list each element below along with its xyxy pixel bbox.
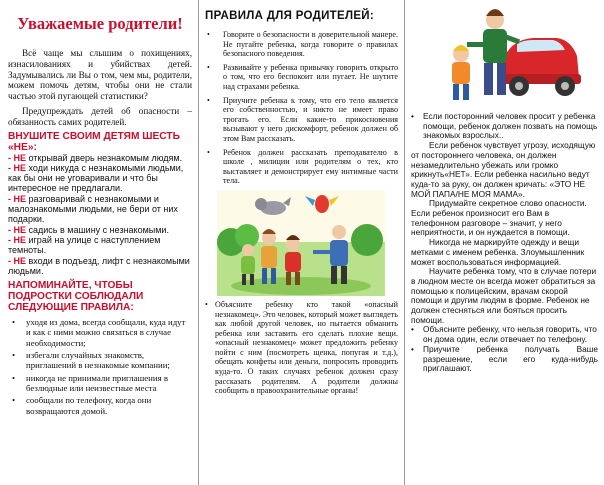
right-column <box>404 0 604 485</box>
safety-tip-item: Никогда не маркируйте одежду и вещи метками с именем ребенка. Злоумышленник может воспользоваться информацией. <box>411 237 585 267</box>
warning-paragraph: Предупреждать детей об опасности – обязанность самих родителей. <box>8 105 192 127</box>
safety-tip-item: Если ребенок чувствует угрозу, исходящую от постороннего человека, он должен незамедлительно убежать или громко крикнуть«НЕТ». Если ребенка насильно ведут куда-то за руку, он должен кричать: «ЭТО НЕ МОЙ ПАПА/НЕ МОЯ МАМА». <box>411 140 596 199</box>
ne-rule-item: - НЕ ходи никуда с незнакомыми людьми, как бы они не уговаривали и что бы интересное не предлагали. <box>8 162 184 194</box>
ne-rule-item: - НЕ играй на улице с наступлением темноты. <box>8 234 161 256</box>
safety-tip-item: • Объясните ребенку, что нельзя говорить, что он дома один, если отвечает по телефону. <box>411 324 597 345</box>
safety-tip-item: Придумайте секретное слово опасности. Если ребенок произносит его Вам в телефонном разговоре – значит, у него неприятности, и он нуждается в помощи. <box>411 198 587 238</box>
parent-rules-list <box>205 30 398 186</box>
safety-tip-item: • Если посторонний человек просит у ребенка помощи, ребенок должен позвать на помощь знакомых взрослых.. <box>411 111 598 141</box>
ne-rule-item: - НЕ входи в подъезд, лифт с незнакомыми людьми. <box>8 255 190 276</box>
ne-rule-item: - НЕ садись в машину с незнакомыми. <box>8 224 169 235</box>
children-stranger-illustration <box>217 190 385 296</box>
safety-tip-item: Научите ребенка тому, что в случае потери в людном месте он всегда может обратиться за помощью к полицейским, врачам скорой помощи и другим людям в форме. Ребенок не должен стесняться или бояться просить помощи. <box>411 266 597 325</box>
parent-rule-item: • Развивайте у ребенка привычку говорить открыто о том, что его беспокоит или пугает. Не шутите над страхами ребенка. <box>207 62 398 91</box>
parent-rule-item: • Говорите о безопасности в доверительной манере. Не пугайте ребенка, когда говорите о правилах безопасного поведения. <box>207 30 398 59</box>
safety-tips-list <box>411 112 598 374</box>
page-title: Уважаемые родители! <box>17 14 183 33</box>
parent-rule-item: • Приучите ребенка к тому, что его тело является его собственностью, и никто не имеет право трогать его. Если какие-то прикосновения вызывают у него дискомфорт, ребенок должен об этом Вам рассказать. <box>207 95 398 143</box>
teen-rule-item: • избегали случайных знакомств, приглашений в незнакомые компании; <box>12 350 170 371</box>
teen-rule-item: • сообщали по телефону, когда они возвращаются домой. <box>12 395 152 416</box>
intro-paragraph: Всё чаще мы слышим о похищениях, изнасилованиях и убийствах детей. Задумывались ли Вы о том, чем мы, родители, можем помочь детям, чтобы они не стали частью этой пугающей статистики? <box>8 48 192 102</box>
teen-rules-list <box>8 317 192 416</box>
ne-rules-list <box>8 153 192 277</box>
teen-rule-item: • уходя из дома, всегда сообщали, куда идут и как с ними можно связаться в случае необходимости; <box>12 317 186 348</box>
safety-tip-item: • Приучите ребенка получать Ваше разрешение, если его куда-нибудь приглашают. <box>411 343 598 374</box>
remind-heading: НАПОМИНАЙТЕ, ЧТОБЫ ПОДРОСТКИ СОБЛЮДАЛИ СЛЕДУЮЩИЕ ПРАВИЛА: <box>8 280 144 314</box>
stranger-car-illustration <box>443 4 581 108</box>
middle-column <box>198 0 404 485</box>
parent-rule-item: • Ребенок должен рассказать преподавателю в школе , милиции или родителям о тех, кто выставляет и демонстрирует ему интимные части тела. <box>207 147 398 186</box>
teach-heading: ВНУШИТЕ СВОИМ ДЕТЯМ ШЕСТЬ «НЕ»: <box>8 130 180 153</box>
left-column <box>0 0 198 485</box>
ne-rule-item: - НЕ разговаривай с незнакомыми и малознакомыми людьми, не бери от них подарки. <box>8 193 178 225</box>
ne-rule-item: - НЕ открывай дверь незнакомым людям. <box>8 152 183 163</box>
stranger-paragraph: • Объясните ребенку кто такой «опасный незнакомец». Это человек, который может выглядеть как любой другой человек, но пытается обманить ребенка или заставить его сделать плохие вещи. «опасный незнакомец» может предложить ребенку пойти с ним (посмотреть щенка, попугая и т.д.), обещать конфеты или деньги, попросить проводить куда-то. О таких случаях ребенок должен сразу рассказать родителям. А родители должны сообщить в правоохранительные органы! <box>205 299 398 396</box>
teen-rule-item: • никогда не принимали приглашения в безлюдные или неизвестные места <box>12 372 168 393</box>
rules-title: ПРАВИЛА ДЛЯ РОДИТЕЛЕЙ: <box>205 10 374 22</box>
